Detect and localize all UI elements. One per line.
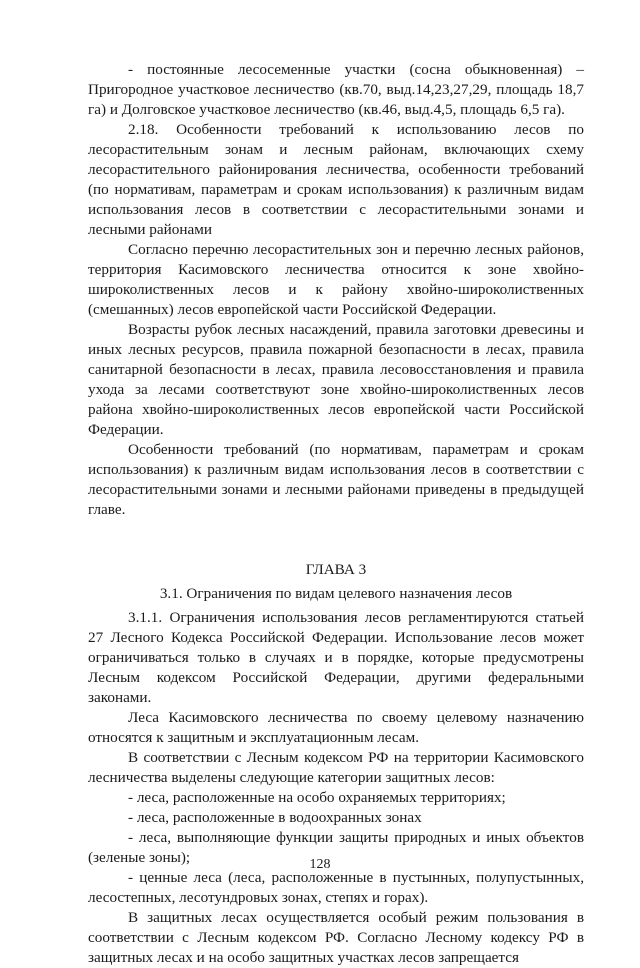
paragraph-seed-plots: - постоянные лесосеменные участки (сосна обыкновенная) – Пригородное участковое лесничество (кв.70, выд.14,23,27,29, площадь 18,7 га) и Долговское участковое лесничество (кв.46, выд.4,5, площадь 6,5 га). (88, 61, 584, 118)
paragraph-zones: Согласно перечню лесорастительных зон и перечню лесных районов, территория Касимовского лесничества относится к зоне хвойно-широколиственных лесов и к району хвойно-широколиственных (смешанных) лесов европейской части Российской Федерации. (88, 241, 584, 318)
list-item-water-protection: - леса, расположенные в водоохранных зонах (128, 809, 422, 826)
paragraph-3-1-1: 3.1.1. Ограничения использования лесов регламентируются статьей 27 Лесного Кодекса Российской Федерации. Использование лесов может ограничиваться только в случаях и в порядке, которые предусмотрены Лесным кодексом Российской Федерации, другими федеральными законами. (88, 609, 584, 706)
paragraph-requirements: Особенности требований (по нормативам, параметрам и срокам использования) к различным видам использования лесов в соответствии с лесорастительными зонами и лесными районами приведены в предыдущей главе. (88, 441, 584, 518)
page-number: 128 (309, 857, 331, 872)
text-column (88, 60, 584, 968)
paragraph-special-regime: В защитных лесах осуществляется особый режим пользования в соответствии с Лесным кодексом РФ. Согласно Лесному кодексу РФ в защитных лесах и на особо защитных участках лесов запрещается (88, 909, 584, 966)
paragraph-2-18: 2.18. Особенности требований к использованию лесов по лесорастительным зонам и лесным районам, включающих схему лесорастительного районирования лесничества, особенности требований (по нормативам, параметрам и срокам использования) к различным видам использования лесов в соответствии с лесорастительными зонами и лесными районами (88, 121, 584, 238)
list-item-protected-territories: - леса, расположенные на особо охраняемых территориях; (128, 789, 506, 806)
paragraph-categories-intro: В соответствии с Лесным кодексом РФ на территории Касимовского лесничества выделены следующие категории защитных лесов: (88, 749, 584, 786)
section-heading: 3.1. Ограничения по видам целевого назначения лесов (159, 585, 513, 602)
paragraph-felling-ages: Возрасты рубок лесных насаждений, правила заготовки древесины и иных лесных ресурсов, правила пожарной безопасности в лесах, правила санитарной безопасности в лесах, правила лесовосстановления и правила ухода за лесами соответствуют зоне хвойно-широколиственных лесов района хвойно-широколиственных лесов европейской части Российской Федерации. (88, 321, 584, 438)
spacer (88, 520, 584, 560)
list-item-green-zones: - леса, выполняющие функции защиты природных и иных объектов (зеленые зоны); (88, 829, 584, 866)
chapter-heading: ГЛАВА 3 (305, 561, 367, 578)
list-item-valuable-forests: - ценные леса (леса, расположенные в пустынных, полупустынных, лесостепных, лесотундровых зонах, степях и горах). (88, 869, 584, 906)
paragraph-forest-purpose: Леса Касимовского лесничества по своему целевому назначению относятся к защитным и эксплуатационным лесам. (88, 709, 584, 746)
